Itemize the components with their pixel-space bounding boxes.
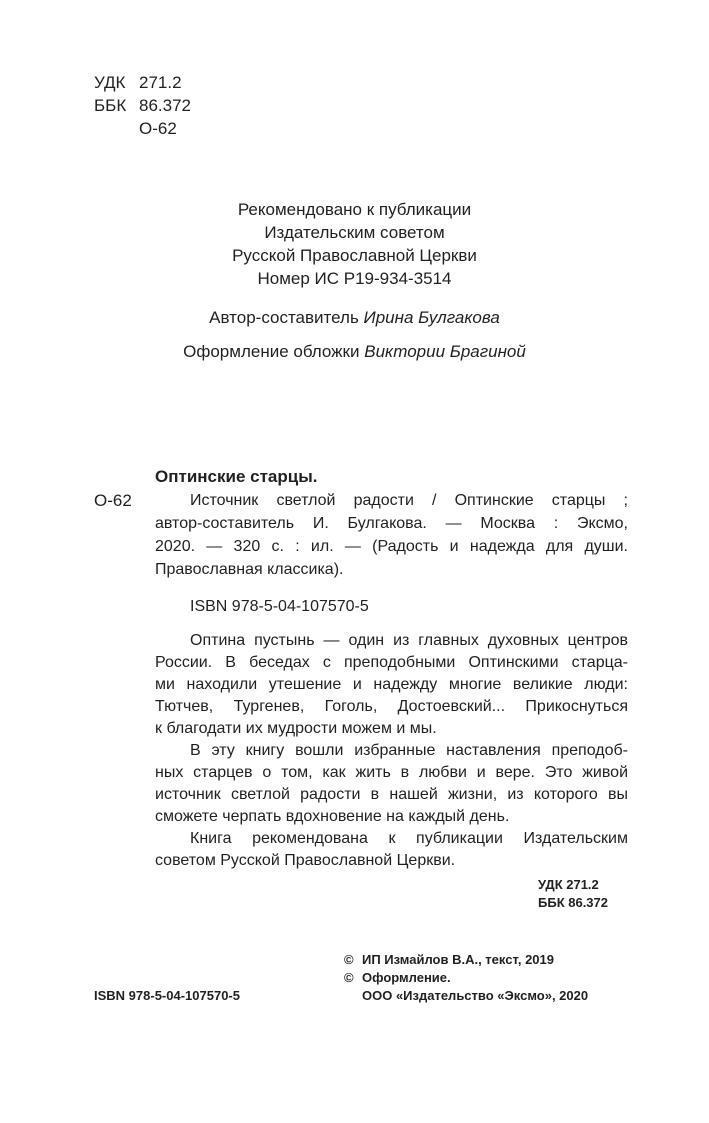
- catalog-desc-3: 2020. — 320 с. : ил. — (Радость и надежда для души.: [155, 538, 628, 555]
- catalog-desc-1: Источник светлой радости / Оптинские старцы ;: [190, 492, 628, 509]
- recommendation-line-2: Издательским советом: [264, 223, 445, 242]
- catalog-isbn: ISBN 978-5-04-107570-5: [190, 598, 369, 615]
- udk-label: УДК: [94, 73, 126, 92]
- recommendation-line-4: Номер ИС Р19-934-3514: [257, 269, 452, 288]
- author-mark: О-62: [139, 119, 177, 138]
- catalog-desc-4: Православная классика).: [155, 561, 344, 578]
- recommendation-line-3: Русской Православной Церкви: [232, 246, 477, 265]
- cover-label: Оформление обложки: [183, 342, 360, 361]
- catalog-desc-2: автор-составитель И. Булгакова. — Москва : Эксмо,: [155, 515, 628, 532]
- catalog-mark: О-62: [94, 491, 132, 510]
- bbk-value: 86.372: [139, 96, 191, 115]
- copyright-line-3: ООО «Издательство «Эксмо», 2020: [362, 988, 589, 1003]
- annotation-line-10: Книга рекомендована к публикации Издательским: [190, 830, 628, 847]
- compiler-label: Автор-составитель: [209, 308, 359, 327]
- copyright-line-1: ИП Измайлов В.А., текст, 2019: [362, 952, 554, 967]
- annotation-line-5: к благодати их мудрости можем и мы.: [155, 720, 437, 737]
- bottom-isbn: ISBN 978-5-04-107570-5: [94, 988, 240, 1003]
- udk-value: 271.2: [139, 73, 182, 92]
- copyright-line-2: Оформление.: [362, 970, 451, 985]
- cover-credit: [0, 341, 709, 363]
- copyright-symbol-1: ©: [344, 952, 354, 967]
- catalog-title: Оптинские старцы.: [155, 467, 318, 486]
- compiler-name: Ирина Булгакова: [363, 308, 500, 327]
- bottom-bbk: ББК 86.372: [538, 895, 608, 910]
- annotation-line-7: ных старцев о том, как жить в любви и вере. Это живой: [155, 764, 628, 781]
- copyright-symbol-2: ©: [344, 970, 354, 985]
- cover-name: Виктории Брагиной: [364, 342, 526, 361]
- bottom-udk: УДК 271.2: [538, 877, 599, 892]
- annotation-line-1: Оптина пустынь — один из главных духовных центров: [190, 632, 628, 649]
- annotation-line-8: источник светлой радости в нашей жизни, из которого вы: [155, 786, 628, 803]
- bbk-label: ББК: [94, 96, 127, 115]
- annotation-line-6: В эту книгу вошли избранные наставления преподоб-: [190, 742, 628, 759]
- annotation-line-11: советом Русской Православной Церкви.: [155, 852, 456, 869]
- annotation-line-3: ми находили утешение и надежду многие великие люди:: [155, 676, 628, 693]
- annotation-line-2: России. В беседах с преподобными Оптинскими старца-: [155, 654, 628, 671]
- recommendation-line-1: Рекомендовано к публикации: [237, 200, 472, 219]
- annotation-line-9: сможете черпать вдохновение на каждый день.: [155, 808, 510, 825]
- annotation-line-4: Тютчев, Тургенев, Гоголь, Достоевский... Прикоснуться: [155, 698, 628, 715]
- compiler-credit: [0, 307, 709, 329]
